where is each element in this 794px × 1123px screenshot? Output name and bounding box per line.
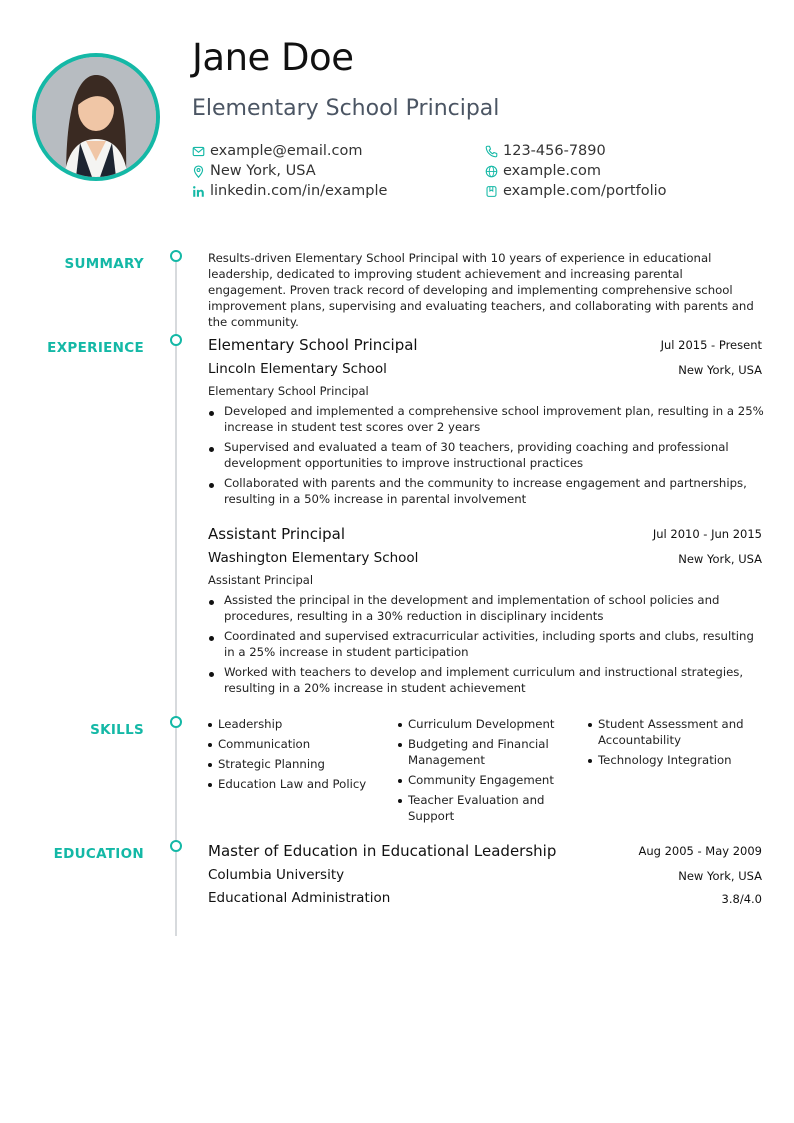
summary-timeline-dot: [170, 250, 182, 262]
list-item: Assisted the principal in the development and implementation of school policies and procedures, resulting in a 30% reduction in disciplinary incidents: [208, 592, 764, 624]
summary-text: Results-driven Elementary School Principal with 10 years of experience in educational leadership, dedicated to improving student achievement and increasing parental engagement. Proven track record of developing and implementing comprehensive school improvement plans, supervising and evaluating teachers, and collaborating with parents and the community.: [208, 251, 754, 329]
experience-2-title: Assistant Principal: [208, 525, 346, 543]
contact-location: [192, 163, 316, 179]
skill-item: Leadership: [208, 716, 378, 732]
skill-item: Curriculum Development: [398, 716, 563, 732]
contact-phone[interactable]: [485, 143, 606, 159]
contact-linkedin[interactable]: [192, 183, 387, 199]
experience-1-location: New York, USA: [678, 363, 762, 377]
location-pin-icon: [192, 165, 205, 178]
person-name: Jane Doe: [192, 36, 354, 79]
location-text: New York, USA: [210, 163, 316, 179]
phone-icon: [485, 145, 498, 158]
portfolio-text: example.com/portfolio: [503, 183, 667, 199]
website-text: example.com: [503, 163, 601, 179]
experience-1-dates: Jul 2015 - Present: [660, 338, 762, 352]
list-item: Worked with teachers to develop and implement curriculum and instructional strategies, resulting in a 20% increase in student achievement: [208, 664, 764, 696]
skills-column-2: [398, 716, 563, 828]
mail-icon: [192, 145, 205, 158]
contact-website[interactable]: [485, 163, 601, 179]
skill-item: Strategic Planning: [208, 756, 378, 772]
skill-item: Budgeting and Financial Management: [398, 736, 563, 768]
skill-item: Technology Integration: [588, 752, 753, 768]
experience-2-bullets: [208, 592, 764, 700]
experience-1-subtitle: Elementary School Principal: [208, 384, 369, 398]
experience-1-bullets: [208, 403, 764, 511]
education-dates: Aug 2005 - May 2009: [638, 844, 762, 858]
education-school: Columbia University: [208, 867, 345, 883]
experience-1-company: Lincoln Elementary School: [208, 361, 387, 377]
education-location: New York, USA: [678, 869, 762, 883]
linkedin-text: linkedin.com/in/example: [210, 183, 388, 199]
phone-text: 123-456-7890: [503, 143, 606, 159]
contact-email[interactable]: [192, 143, 362, 159]
list-item: Supervised and evaluated a team of 30 teachers, providing coaching and professional development opportunities to improve instructional practices: [208, 439, 764, 471]
experience-2-company: Washington Elementary School: [208, 550, 419, 566]
experience-2-location: New York, USA: [678, 552, 762, 566]
experience-2-dates: Jul 2010 - Jun 2015: [652, 527, 762, 541]
education-field: Educational Administration: [208, 890, 391, 906]
skills-section-label: SKILLS: [90, 722, 144, 738]
education-degree: Master of Education in Educational Leadership: [208, 842, 557, 860]
globe-icon: [485, 165, 498, 178]
list-item: Coordinated and supervised extracurricular activities, including sports and clubs, resulting in a 25% increase in student participation: [208, 628, 764, 660]
bookmark-icon: [485, 185, 498, 198]
skills-column-1: [208, 716, 378, 796]
experience-timeline-dot: [170, 334, 182, 346]
list-item: Collaborated with parents and the community to increase engagement and partnerships, resulting in a 50% increase in parental involvement: [208, 475, 764, 507]
avatar: [36, 57, 156, 177]
education-section-label: EDUCATION: [53, 846, 144, 862]
experience-1-title: Elementary School Principal: [208, 336, 418, 354]
email-text: example@email.com: [210, 143, 363, 159]
skill-item: Communication: [208, 736, 378, 752]
skills-timeline-dot: [170, 716, 182, 728]
contact-portfolio[interactable]: [485, 183, 667, 199]
summary-section-label: SUMMARY: [64, 256, 144, 272]
experience-section-label: EXPERIENCE: [47, 340, 144, 356]
profile-photo: [32, 53, 160, 181]
job-title-header: Elementary School Principal: [192, 96, 500, 121]
skill-item: Education Law and Policy: [208, 776, 378, 792]
skill-item: Student Assessment and Accountability: [588, 716, 753, 748]
education-timeline-dot: [170, 840, 182, 852]
linkedin-icon: [192, 185, 205, 198]
timeline-line: [175, 262, 177, 936]
list-item: Developed and implemented a comprehensive school improvement plan, resulting in a 25% increase in student test scores over 2 years: [208, 403, 764, 435]
skill-item: Community Engagement: [398, 772, 563, 788]
experience-2-subtitle: Assistant Principal: [208, 573, 314, 587]
education-gpa: 3.8/4.0: [721, 892, 762, 906]
skills-column-3: [588, 716, 753, 772]
skill-item: Teacher Evaluation and Support: [398, 792, 563, 824]
